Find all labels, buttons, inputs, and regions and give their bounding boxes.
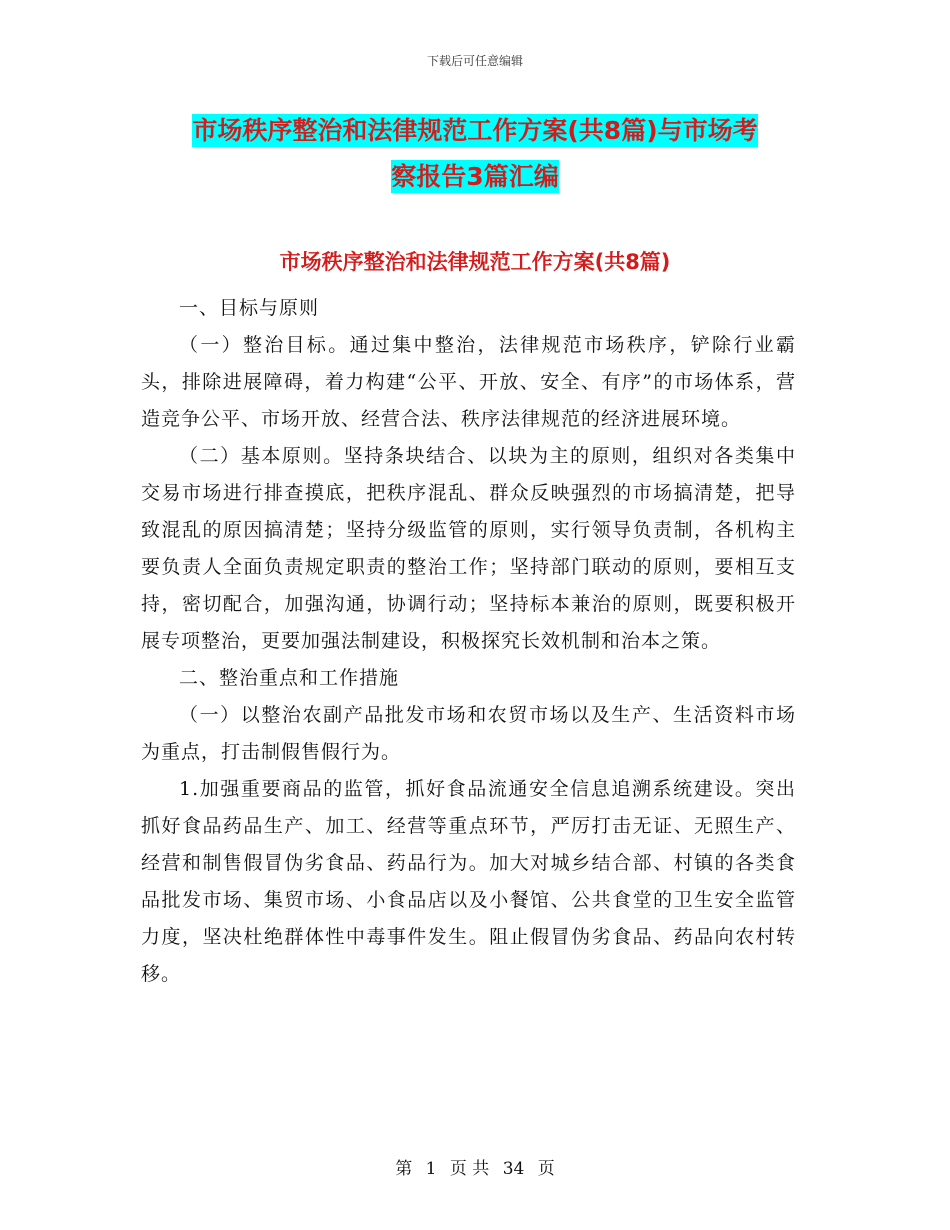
footer-prefix: 第 [395,1159,413,1179]
paragraph-goals: （一）整治目标。通过集中整治，法律规范市场秩序，铲除行业霸头，排除进展障碍，着力构建“公平、开放、安全、有序”的市场体系，营造竞争公平、市场开放、经营合法、秩序法律规范的经济进展环境。 [141,334,796,430]
section-title: 市场秩序整治和法律规范工作方案(共8篇) [279,250,671,274]
paragraph-item-1: 1.加强重要商品的监管，抓好食品流通安全信息追溯系统建设。突出抓好食品药品生产、加工、经营等重点环节，严厉打击无证、无照生产、经营和制售假冒伪劣食品、药品行为。加大对城乡结合部、村镇的各类食品批发市场、集贸市场、小食品店以及小餐馆、公共食堂的卫生安全监管力度，坚决杜绝群体性中毒事件发生。阻止假冒伪劣食品、药品向农村转移。 [141,778,796,985]
footer-total-pages: 34 [502,1159,525,1179]
paragraph-key-focus: （一）以整治农副产品批发市场和农贸市场以及生产、生活资料市场为重点，打击制假售假行为。 [141,704,796,763]
title-line-1: 市场秩序整治和法律规范工作方案(共8篇)与市场考 [192,116,758,145]
footer-middle: 页 共 [449,1159,490,1179]
footer-page-number: 1 [425,1159,437,1179]
page-footer [0,1154,950,1179]
document-title [140,108,810,200]
heading-goals-principles: 一、目标与原则 [179,297,320,319]
page-header: 下载后可任意编辑 [426,54,523,68]
paragraph-principles: （二）基本原则。坚持条块结合、以块为主的原则，组织对各类集中交易市场进行排查摸底，把秩序混乱、群众反映强烈的市场搞清楚，把导致混乱的原因搞清楚；坚持分级监管的原则，实行领导负责制，各机构主要负责人全面负责规定职责的整治工作；坚持部门联动的原则，要相互支持，密切配合，加强沟通，协调行动；坚持标本兼治的原则，既要积极开展专项整治，更要加强法制建设，积极探究长效机制和治本之策。 [141,445,796,652]
heading-key-measures: 二、整治重点和工作措施 [179,667,400,689]
body-text [141,290,796,993]
footer-suffix: 页 [537,1159,555,1179]
title-line-2: 察报告3篇汇编 [391,162,559,191]
